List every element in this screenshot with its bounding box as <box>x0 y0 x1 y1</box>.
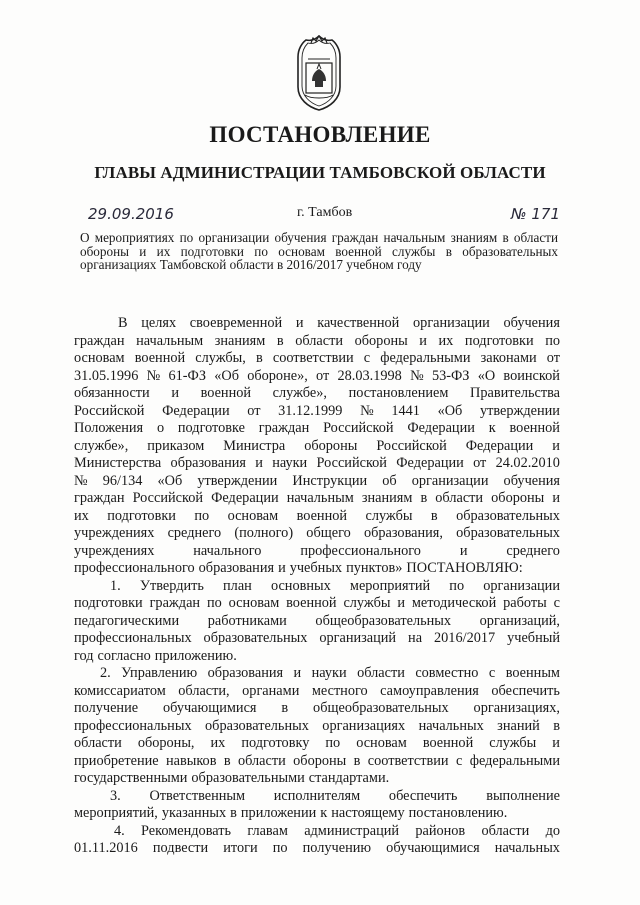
body-line: обязанности и военной службе», постановлением Правительства <box>74 385 560 401</box>
body-line: учреждениях начального профессионального и среднего <box>74 542 560 559</box>
body-line: 4. Рекомендовать главам администраций районов области до <box>114 822 560 839</box>
document-city: г. Тамбов <box>297 205 353 220</box>
document-date: 29.09.2016 <box>88 205 174 223</box>
coat-of-arms-emblem <box>293 35 345 111</box>
body-line: год согласно приложению. <box>74 647 237 664</box>
document-title: ПОСТАНОВЛЕНИЕ <box>209 122 431 147</box>
body-line: их подготовки по основам военной службы в образовательных <box>74 507 560 524</box>
body-line: области обороны, их подготовку по основам военной службы и <box>74 735 560 751</box>
body-line: подготовки граждан по основам военной службы и методической работы с <box>74 595 560 611</box>
body-line: комиссариатом области, органами местного самоуправления обеспечить <box>74 682 560 699</box>
body-line: мероприятий, указанных в приложении к настоящему постановлению. <box>74 805 508 821</box>
body-line: профессионального образования и учебных пунктов» ПОСТАНОВЛЯЮ: <box>74 560 523 576</box>
body-line: приобретение навыков в области обороны в соответствии с федеральными <box>74 752 560 769</box>
body-line: педагогическими работниками общеобразовательных организаций, <box>74 612 560 629</box>
body-line: 2. Управлению образования и науки области совместно с военным <box>100 665 560 681</box>
body-line: Министерства образования и науки Российской Федерации от 24.02.2010 <box>74 455 560 471</box>
document-subject: О мероприятиях по организации обучения граждан начальным знаниям в области обороны и их подготовки по основам военной службы в образовательных организациях Тамбовской области в 2016/2017 учебном году <box>80 230 558 272</box>
body-line: профессиональных образовательных организациях начальных знаний в <box>74 717 560 734</box>
body-line: основам военной службы, в соответствии с федеральными законами от <box>74 350 560 366</box>
body-line: службе», приказом Министра обороны Российской Федерации и <box>74 437 560 454</box>
document-body <box>74 315 560 858</box>
body-line: В целях своевременной и качественной организации обучения <box>118 315 560 331</box>
body-line: граждан Российской Федерации начальным знаниям в области обороны и <box>74 490 560 506</box>
issuing-authority: ГЛАВЫ АДМИНИСТРАЦИИ ТАМБОВСКОЙ ОБЛАСТИ <box>94 163 546 182</box>
body-line: Российской Федерации от 31.12.1999 № 1441 «Об утверждении <box>74 402 560 419</box>
body-line: профессиональных образовательных организаций на 2016/2017 учебный <box>74 630 560 646</box>
body-line: граждан начальным знаниям в области обороны и их подготовки по <box>74 332 560 349</box>
body-line: 1. Утвердить план основных мероприятий по организации <box>110 577 560 594</box>
body-line: 31.05.1996 № 61-ФЗ «Об обороне», от 28.03.1998 № 53-ФЗ «О воинской <box>74 367 560 384</box>
body-line: 3. Ответственным исполнителям обеспечить выполнение <box>110 787 560 804</box>
body-line: 01.11.2016 подвести итоги по получению обучающимися начальных <box>74 840 560 856</box>
body-line: получение обучающимися в общеобразовательных организациях, <box>74 700 560 716</box>
body-line: учреждениях среднего (полного) общего образования, образовательных <box>74 525 560 541</box>
body-line: государственными образовательными стандартами. <box>74 770 390 786</box>
body-line: № 96/134 «Об утверждении Инструкции об организации обучения <box>74 472 560 489</box>
document-number: № 171 <box>511 205 560 223</box>
body-line: Положения о подготовке граждан Российской Федерации к военной <box>74 420 560 436</box>
